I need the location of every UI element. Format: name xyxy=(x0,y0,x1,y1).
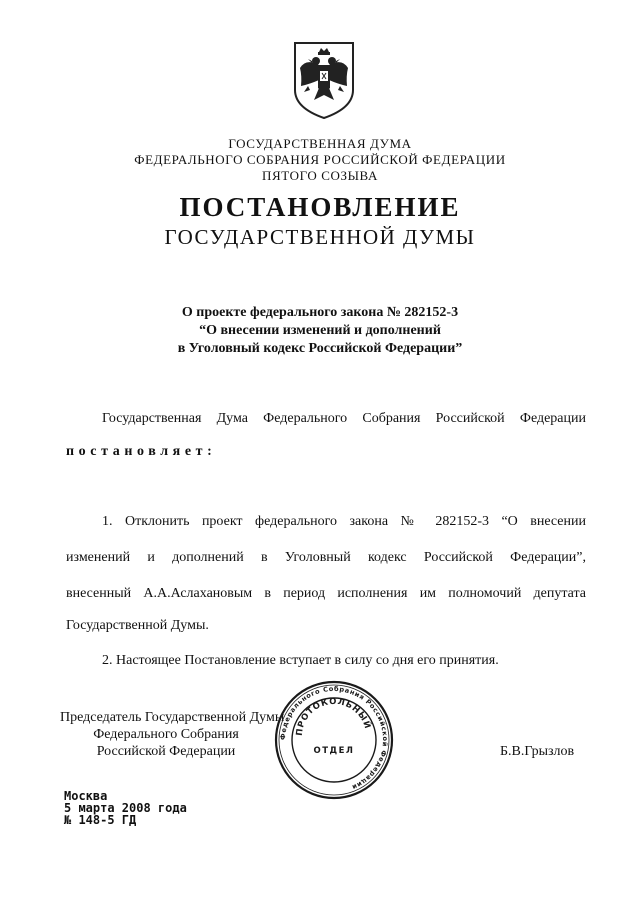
seal-inner-text: ПРОТОКОЛЬНЫЙ xyxy=(294,696,373,737)
subject-line-2: “О внесении изменений и дополнений xyxy=(199,323,441,338)
paragraph-1-line-3: внесенный А.А.Аслахановым в период исполнения им полномочий депутата xyxy=(66,586,586,601)
preamble-text: Государственная Дума Федерального Собрания Российской Федерации xyxy=(102,411,586,426)
signatory-title-line-3: Российской Федерации xyxy=(96,744,236,759)
subject-line-3: в Уголовный кодекс Российской Федерации” xyxy=(177,341,463,356)
seal-ring-text: Федерального Собрания Российской Федерации xyxy=(278,684,390,792)
seal-center-text: ОТДЕЛ xyxy=(313,746,355,756)
paragraph-1-line-1: 1. Отклонить проект федерального закона № 282152-3 “О внесении xyxy=(102,514,586,529)
paragraph-1-line-4: Государственной Думы. xyxy=(66,618,209,633)
coat-of-arms-emblem-icon xyxy=(292,40,356,120)
paragraph-2: 2. Настоящее Постановление вступает в силу со дня его принятия. xyxy=(102,653,499,668)
svg-text:ПРОТОКОЛЬНЫЙ xyxy=(295,697,374,736)
signatory-title-line-2: Федерального Собрания xyxy=(93,727,239,742)
footer-city: Москва xyxy=(64,789,108,803)
paragraph-1-line-2: изменений и дополнений в Уголовный кодекс Российской Федерации”, xyxy=(66,550,586,565)
signatory-title-line-1: Председатель Государственной Думы xyxy=(60,710,285,725)
footer-date: 5 марта 2008 года xyxy=(64,801,187,815)
footer-document-number: № 148-5 ГД xyxy=(64,813,137,827)
official-seal-stamp xyxy=(272,678,396,802)
document-type-heading: ПОСТАНОВЛЕНИЕ xyxy=(179,192,461,222)
decrees-word: постановляет: xyxy=(66,444,217,459)
org-title-line-3: ПЯТОГО СОЗЫВА xyxy=(262,168,378,183)
signer-name: Б.В.Грызлов xyxy=(500,744,575,759)
org-title-line-1: ГОСУДАРСТВЕННАЯ ДУМА xyxy=(228,136,412,151)
subject-line-1: О проекте федерального закона № 282152-3 xyxy=(181,305,459,320)
document-issuer-heading: ГОСУДАРСТВЕННОЙ ДУМЫ xyxy=(164,225,476,249)
org-title-line-2: ФЕДЕРАЛЬНОГО СОБРАНИЯ РОССИЙСКОЙ ФЕДЕРАЦИИ xyxy=(134,152,506,167)
